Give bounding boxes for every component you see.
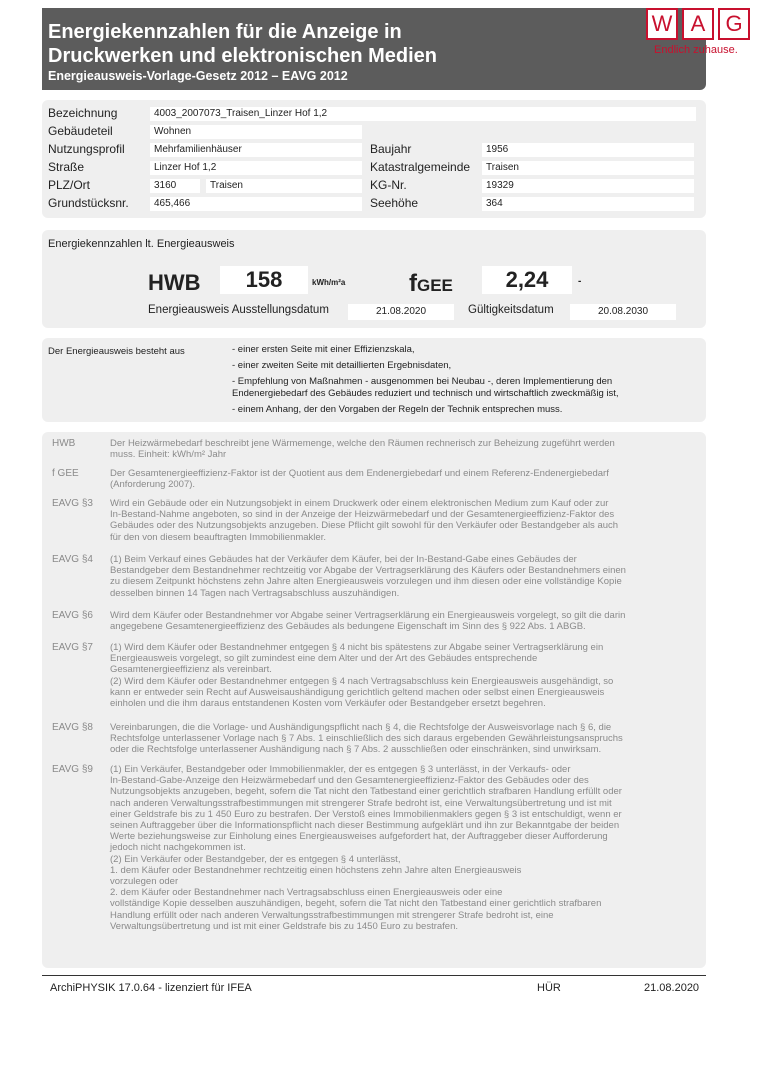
label-kg-nr: KG-Nr. <box>370 178 407 192</box>
contents-item-4: - einem Anhang, der den Vorgaben der Regeln der Technik entsprechen muss. <box>232 404 563 415</box>
definition-text: Vereinbarungen, die die Vorlage- und Aushändigungspflicht nach § 4, die Rechtsfolge der Ausweisvorlage nach § 6, die Rechtsfolge unterlassener Vorlage nach § 7 Abs. 1 einschließlich des sich daraus ergebenden Gewährleistungsanspruchs oder die Rechtsfolge unterlassener Aushändigung nach § 7 Abs. 2 ausschließen oder einschränken, sind unwirksam. <box>110 722 623 756</box>
label-bezeichnung: Bezeichnung <box>48 106 118 120</box>
issue-date: 21.08.2020 <box>348 304 454 320</box>
field-baujahr: 1956 <box>482 143 694 157</box>
field-ort: Traisen <box>206 179 362 193</box>
contents-item-3: - Empfehlung von Maßnahmen - ausgenommen bei Neubau -, deren Implementierung den Endenergiebedarf des Gebäudes reduziert und technisch und wirtschaftlich zweckmäßig ist, <box>232 376 619 399</box>
definition-key: EAVG §6 <box>52 610 93 621</box>
definition-text: Wird ein Gebäude oder ein Nutzungsobjekt in einem Druckwerk oder einem elektronischen Medium zum Kauf oder zur In-Bestand-Nahme angeboten, so sind in der Anzeige der Heizwärmebedarf und der Gesamtenergieeffizienz-Faktor des Gebäudes oder des Nutzungsobjekts anzugeben. Diese Pflicht gilt sowohl für den Verkäufer oder Bestandgeber als auch für den von diesem beauftragten Immobilienmakler. <box>110 498 619 543</box>
logo-slogan: Endlich zuhause. <box>654 44 738 56</box>
field-nutzungsprofil: Mehrfamilienhäuser <box>150 143 362 157</box>
field-bezeichnung: 4003_2007073_Traisen_Linzer Hof 1,2 <box>150 107 696 121</box>
field-kg-nr: 19329 <box>482 179 694 193</box>
definition-key: EAVG §8 <box>52 722 93 733</box>
label-seehoehe: Seehöhe <box>370 196 419 210</box>
logo-letter-a: A <box>682 8 714 40</box>
contents-item-2: - einer zweiten Seite mit detaillierten Ergebnisdaten, <box>232 360 452 371</box>
fgee-unit: - <box>578 276 582 287</box>
definition-key: EAVG §3 <box>52 498 93 509</box>
hwb-label: HWB <box>148 270 201 295</box>
energy-certificate-contents-panel <box>42 338 706 422</box>
page-title: Energiekennzahlen für die Anzeige in Druckwerken und elektronischen Medien <box>48 21 437 67</box>
footer-divider <box>42 975 706 976</box>
field-grundstuecksnr: 465,466 <box>150 197 362 211</box>
definition-text: Der Heizwärmebedarf beschreibt jene Wärmemenge, welche den Räumen rechnerisch zur Beheizung zugeführt werden muss. Einheit: kWh/m² Jahr <box>110 438 615 461</box>
contents-item-1: - einer ersten Seite mit einer Effizienzskala, <box>232 344 415 355</box>
label-grundstuecksnr: Grundstücksnr. <box>48 196 129 210</box>
definition-text: (1) Wird dem Käufer oder Bestandnehmer entgegen § 4 nicht bis spätestens zur Abgabe seiner Vertragserklärung ein Energieausweis vorgelegt, so gilt zumindest eine dem Alter und der Art des Gebäudes entsprechende Gesamtenergieeffizienz als vereinbart. (2) Wird dem Käufer oder Bestandnehmer entgegen § 4 nach Vertragsabschluss kein Energieausweis ausgehändigt, so kann er entweder sein Recht auf Ausweisaushändigung gerichtlich geltend machen oder selbst einen Energieausweis einholen und die ihm daraus entstandenen Kosten vom Verkäufer oder Bestandgeber ersetzt begehren. <box>110 642 614 710</box>
issue-date-label: Energieausweis Ausstellungsdatum <box>148 304 329 316</box>
label-katastralgemeinde: Katastralgemeinde <box>370 160 471 174</box>
label-nutzungsprofil: Nutzungsprofil <box>48 142 125 156</box>
logo-letter-w: W <box>646 8 678 40</box>
footer-software: ArchiPHYSIK 17.0.64 - lizenziert für IFEA <box>50 982 252 994</box>
label-baujahr: Baujahr <box>370 142 412 156</box>
definition-key: f GEE <box>52 468 79 479</box>
hwb-value: 158 <box>220 266 308 294</box>
header-banner <box>42 8 706 90</box>
building-data-panel <box>42 100 706 218</box>
definition-text: Wird dem Käufer oder Bestandnehmer vor Abgabe seiner Vertragserklärung ein Energieausweis vorgelegt, so gilt die darin angegebene Gesamtenergieeffizienz des Gebäudes als bedungene Eigenschaft im Sinn des § 922 Abs. 1 ABGB. <box>110 610 626 633</box>
footer-user: HÜR <box>537 982 561 994</box>
definition-key: EAVG §7 <box>52 642 93 653</box>
label-strasse: Straße <box>48 160 85 174</box>
field-gebaeudeteil: Wohnen <box>150 125 362 139</box>
definition-key: EAVG §9 <box>52 764 93 775</box>
fgee-subscript: GEE <box>417 276 453 295</box>
definition-key: HWB <box>52 438 76 449</box>
energy-indicators-panel <box>42 230 706 328</box>
definition-key: EAVG §4 <box>52 554 93 565</box>
valid-date-label: Gültigkeitsdatum <box>468 304 554 316</box>
page-subtitle: Energieausweis-Vorlage-Gesetz 2012 – EAVG 2012 <box>48 69 348 83</box>
label-gebaeudeteil: Gebäudeteil <box>48 124 113 138</box>
field-seehoehe: 364 <box>482 197 694 211</box>
hwb-unit: kWh/m²a <box>312 278 346 287</box>
field-strasse: Linzer Hof 1,2 <box>150 161 362 175</box>
field-katastralgemeinde: Traisen <box>482 161 694 175</box>
definition-text: Der Gesamtenergieeffizienz-Faktor ist der Quotient aus dem Endenergiebedarf und einem Referenz-Endenergiebedarf (Anforderung 2007). <box>110 468 609 491</box>
footer-date: 21.08.2020 <box>644 982 700 994</box>
fgee-value: 2,24 <box>482 266 572 294</box>
energy-heading: Energiekennzahlen lt. Energieausweis <box>48 238 235 250</box>
contents-label: Der Energieausweis besteht aus <box>48 346 185 357</box>
logo-letter-g: G <box>718 8 750 40</box>
definition-text: (1) Ein Verkäufer, Bestandgeber oder Immobilienmakler, der es entgegen § 3 unterlässt, in der Verkaufs- oder In-Bestand-Gabe-Anzeige den Heizwärmebedarf und den Gesamtenergieeffizienz-Faktor des Gebäudes oder des Nutzungsobjekts anzugeben, begeht, sofern die Tat nicht den Tatbestand einer gerichtlich strafbaren Handlung erfüllt oder nach anderen Verwaltungsstrafbestimmungen mit strengerer Strafe bedroht ist, eine Verwaltungsübertretung und ist mit einer Geldstrafe bis zu 1 450 Euro zu bestrafen. Der Verstoß eines Immobilienmaklers gegen § 3 ist entschuldigt, wenn er seinen Auftraggeber über die Informationspflicht nach dieser Bestimmung aufgeklärt und ihn zur Bekanntgabe der beiden Werte beziehungsweise zur Einholung eines Energieausweises aufgefordert hat, der Auftraggeber dieser Aufforderung jedoch nicht nachgekommen ist. (2) Ein Verkäufer oder Bestandgeber, der es entgegen § 4 unterlässt, 1. dem Käufer oder Bestandnehmer rechtzeitig einen höchstens zehn Jahre alten Energieausweis vorzulegen oder 2. dem Käufer oder Bestandnehmer nach Vertragsabschluss einen Energieausweis oder eine vollständige Kopie desselben auszuhändigen, begeht, sofern die Tat nicht den Tatbestand einer gerichtlich strafbaren Handlung erfüllt oder nach anderen Verwaltungsstrafbestimmungen mit strengerer Strafe bedroht ist, eine Verwaltungsübertretung und ist mit einer Geldstrafe bis zu 1450 Euro zu bestrafen. <box>110 764 622 932</box>
label-plz-ort: PLZ/Ort <box>48 178 91 192</box>
wag-logo <box>646 8 758 62</box>
valid-date: 20.08.2030 <box>570 304 676 320</box>
definition-text: (1) Beim Verkauf eines Gebäudes hat der Verkäufer dem Käufer, bei der In-Bestand-Gabe eines Gebäudes der Bestandgeber dem Bestandnehmer rechtzeitig vor Abgabe der Vertragserklärung des Käufers oder Bestandnehmers einen zu diesem Zeitpunkt höchstens zehn Jahre alten Energieausweis vorzulegen und ihm diesen oder eine vollständige Kopie desselben binnen 14 Tagen nach Vertragsabschluss auszuhändigen. <box>110 554 626 599</box>
definitions-panel <box>42 432 706 968</box>
fgee-label: fGEE <box>409 270 453 297</box>
field-plz: 3160 <box>150 179 200 193</box>
